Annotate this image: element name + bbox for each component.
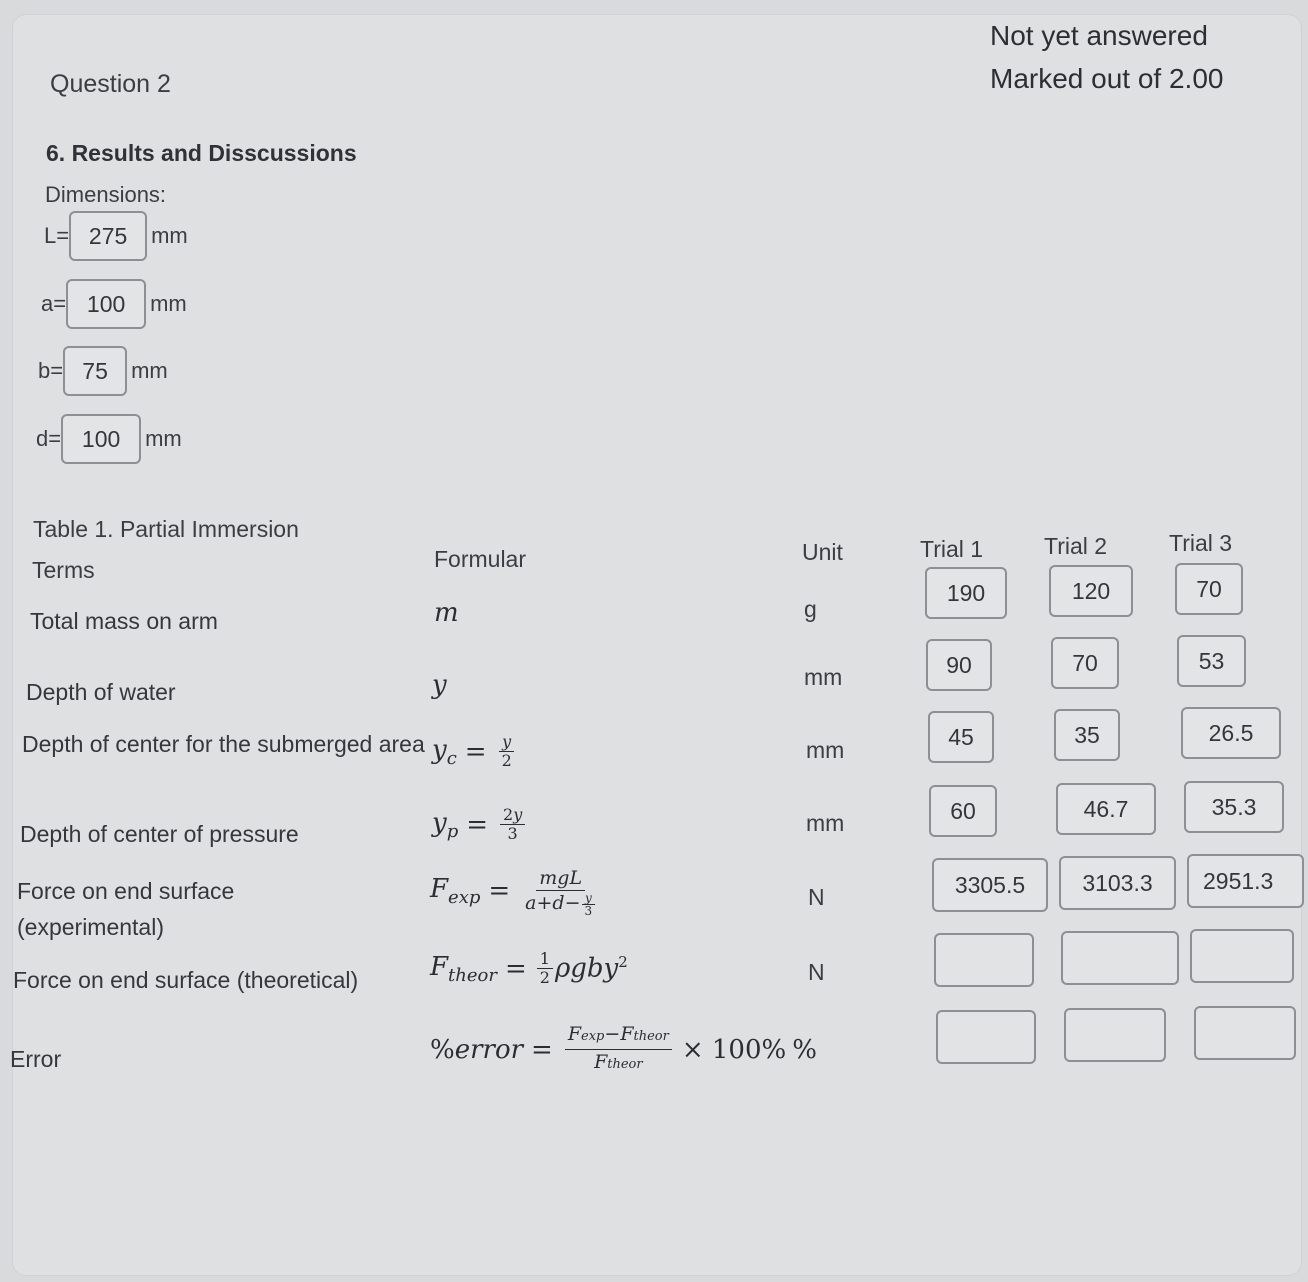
trial-2-input[interactable]: 35 (1054, 709, 1120, 761)
trial-2-input[interactable]: 46.7 (1056, 783, 1156, 835)
dim-L-unit: mm (151, 223, 188, 248)
trial-2-input[interactable]: 70 (1051, 637, 1119, 689)
table-row-unit: mm (806, 737, 845, 763)
table-row-unit: mm (806, 810, 845, 836)
trial-3-input[interactable]: 2951.3 (1187, 854, 1304, 908)
header-terms: Terms (32, 557, 95, 583)
trial-3-input[interactable] (1190, 929, 1294, 983)
trial-1-input[interactable]: 45 (928, 711, 994, 763)
table-title: Table 1. Partial Immersion (33, 516, 299, 542)
dim-L-label: L= (44, 223, 70, 248)
header-trial-3: Trial 3 (1169, 530, 1233, 556)
trial-1-input[interactable]: 190 (925, 567, 1007, 619)
marks-info: Marked out of 2.00 (990, 63, 1224, 94)
table-row-unit: mm (804, 664, 843, 690)
table-row-term: Depth of water (26, 679, 176, 705)
dim-row-L (44, 211, 188, 261)
trial-2-input[interactable] (1061, 931, 1179, 985)
dim-d-unit: mm (145, 426, 182, 451)
table-row-term: Force on end surface (theoretical) (13, 967, 359, 993)
trial-2-input[interactable] (1064, 1008, 1166, 1062)
trial-3-input[interactable]: 35.3 (1184, 781, 1284, 833)
trial-1-input[interactable] (936, 1010, 1036, 1064)
table-row-unit: % (792, 1034, 817, 1065)
trial-3-input[interactable]: 53 (1177, 635, 1246, 687)
table-row-term: Depth of center of pressure (20, 821, 299, 847)
trial-3-input[interactable] (1194, 1006, 1296, 1060)
header-trial-2: Trial 2 (1044, 533, 1108, 559)
formula-fexp: $F_{exp}$ = mgL a+d− $\frac{y}{3}$ (430, 866, 603, 917)
dim-b-label: b= (38, 358, 64, 383)
table-row-unit: g (804, 596, 817, 622)
section-title: 6. Results and Disscussions (46, 140, 357, 166)
trial-3-input[interactable]: 70 (1175, 563, 1243, 615)
dim-d-input[interactable]: 100 (61, 414, 141, 464)
header-trial-1: Trial 1 (920, 536, 984, 562)
trial-2-input[interactable]: 120 (1049, 565, 1133, 617)
dim-row-d (36, 414, 182, 464)
table-row-unit: N (808, 884, 825, 910)
formula-y: y (432, 670, 447, 700)
question-number: Question 2 (50, 70, 171, 98)
header-unit: Unit (802, 539, 843, 565)
table-row-unit: N (808, 959, 825, 985)
dim-a-label: a= (41, 291, 67, 316)
formula-yc: $y_c$ = $\frac{y}{2}$ (432, 733, 519, 770)
trial-1-input[interactable]: 3305.5 (932, 858, 1048, 912)
table-row-term: Depth of center for the submerged area (22, 731, 425, 757)
dim-b-unit: mm (131, 358, 168, 383)
header-formula: Formular (434, 546, 527, 572)
dim-row-b (38, 346, 168, 396)
answer-status: Not yet answered (990, 20, 1208, 51)
dimensions-label: Dimensions: (45, 182, 167, 207)
trial-1-input[interactable]: 90 (926, 639, 992, 691)
dim-L-input[interactable]: 275 (69, 211, 147, 261)
trial-3-input[interactable]: 26.5 (1181, 707, 1281, 759)
dim-a-unit: mm (150, 291, 187, 316)
dim-row-a (41, 279, 187, 329)
formula-error: %error = $\frac{\text{Fexp−Ftheor}}{\text{Ftheor}}$ × 100% % (430, 1023, 817, 1073)
formula-ftheor: $F_{theor}$ = $\frac{1}{2}$ ρgby$^2$ (430, 949, 628, 987)
trial-2-input[interactable]: 3103.3 (1059, 856, 1176, 910)
question-status (990, 14, 1223, 100)
dim-b-input[interactable]: 75 (63, 346, 127, 396)
trial-1-input[interactable] (934, 933, 1034, 987)
table-row-term: Force on end surface (experimental) (17, 878, 235, 940)
dim-d-label: d= (36, 426, 62, 451)
trial-1-input[interactable]: 60 (929, 785, 997, 837)
dim-a-input[interactable]: 100 (66, 279, 146, 329)
table-row-term: Total mass on arm (30, 608, 218, 634)
formula-yp: $y_p$ = $\frac{2y}{3}$ (432, 806, 529, 843)
formula-m: m (434, 598, 459, 628)
table-row-term: Error (10, 1046, 62, 1072)
